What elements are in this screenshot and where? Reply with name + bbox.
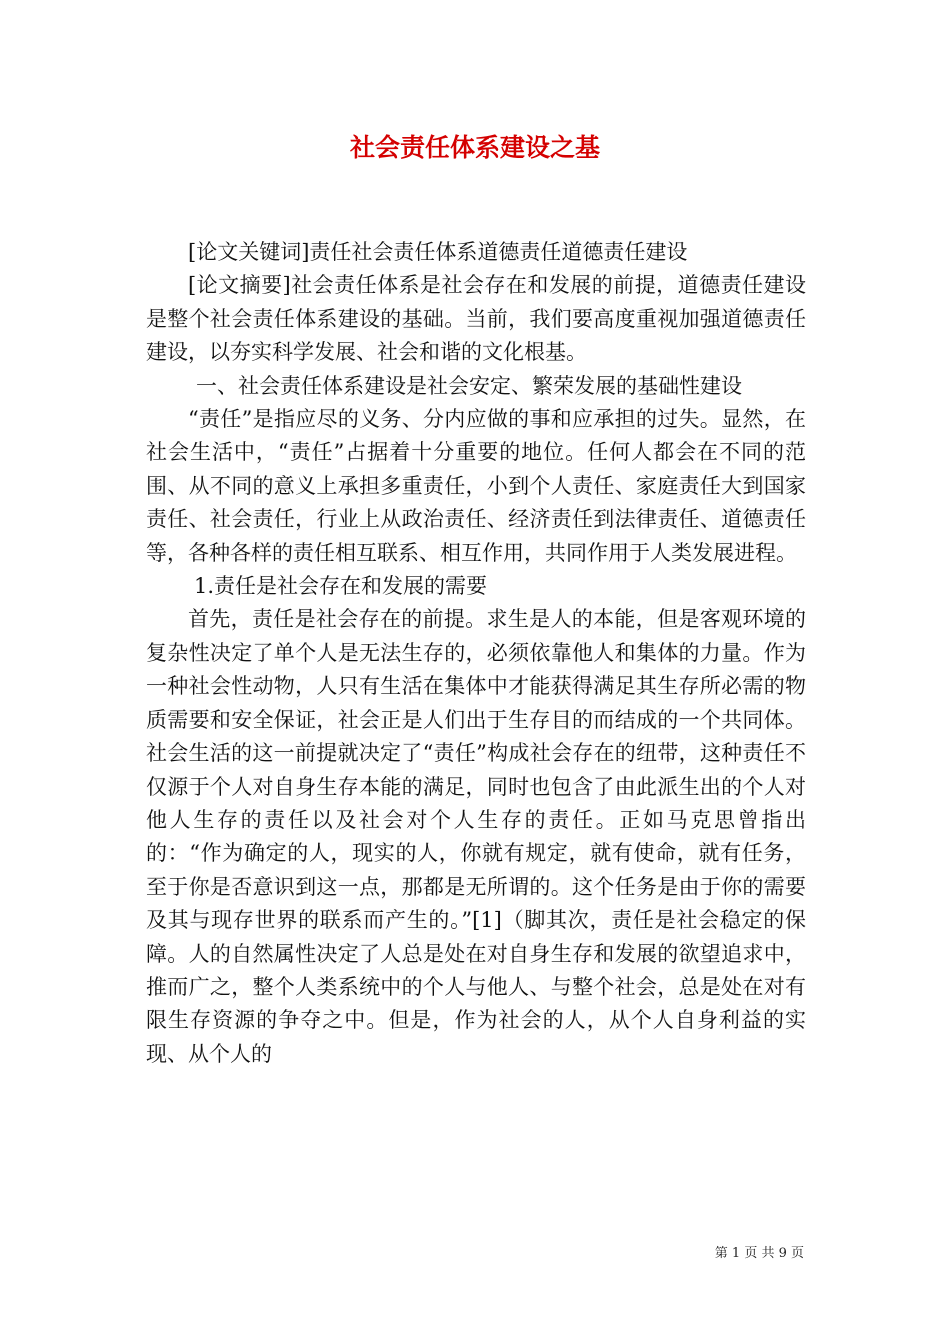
page-number: 第 1 页 共 9 页 xyxy=(714,1246,804,1261)
subsection-heading: 1.责任是社会存在和发展的需要 xyxy=(194,574,488,599)
document-body xyxy=(146,236,806,1071)
body-paragraph: 首先，责任是社会存在的前提。求生是人的本能，但是客观环境的复杂性决定了单个人是无法生存的，必须依靠他人和集体的力量。作为一种社会性动物，人只有生活在集体中才能获得满足其生存所必需的物质需要和安全保证，社会正是人们出于生存目的而结成的一个共同体。社会生活的这一前提就决定了“责任”构成社会存在的纽带，这种责任不仅源于个人对自身生存本能的满足，同时也包含了由此派生出的个人对他人生存的责任以及社会对个人生存的责任。正如马克思曾指出的：“作为确定的人，现实的人，你就有规定，就有使命，就有任务，至于你是否意识到这一点，那都是无所谓的。这个任务是由于你的需要及其与现存世界的联系而产生的。”[1]（脚其次，责任是社会稳定的保障。人的自然属性决定了人总是处在对自身生存和发展的欲望追求中，推而广之，整个人类系统中的个人与他人、与整个社会，总是处在对有限生存资源的争夺之中。但是，作为社会的人，从个人自身利益的实现、从个人的 xyxy=(146,607,806,1066)
document-title: 社会责任体系建设之基 xyxy=(349,133,600,162)
keywords-paragraph: [论文关键词]责任社会责任体系道德责任道德责任建设 xyxy=(188,240,688,264)
body-paragraph: “责任”是指应尽的义务、分内应做的事和应承担的过失。显然，在社会生活中，“责任”占据着十分重要的地位。任何人都会在不同的范围、从不同的意义上承担多重责任，小到个人责任、家庭责任大到国家责任、社会责任，行业上从政治责任、经济责任到法律责任、道德责任等，各种各样的责任相互联系、相互作用，共同作用于人类发展进程。 xyxy=(146,407,806,565)
abstract-paragraph: [论文摘要]社会责任体系是社会存在和发展的前提，道德责任建设是整个社会责任体系建设的基础。当前，我们要高度重视加强道德责任建设，以夯实科学发展、社会和谐的文化根基。 xyxy=(146,273,806,365)
section-heading: 一、社会责任体系建设是社会安定、繁荣发展的基础性建设 xyxy=(196,373,742,398)
